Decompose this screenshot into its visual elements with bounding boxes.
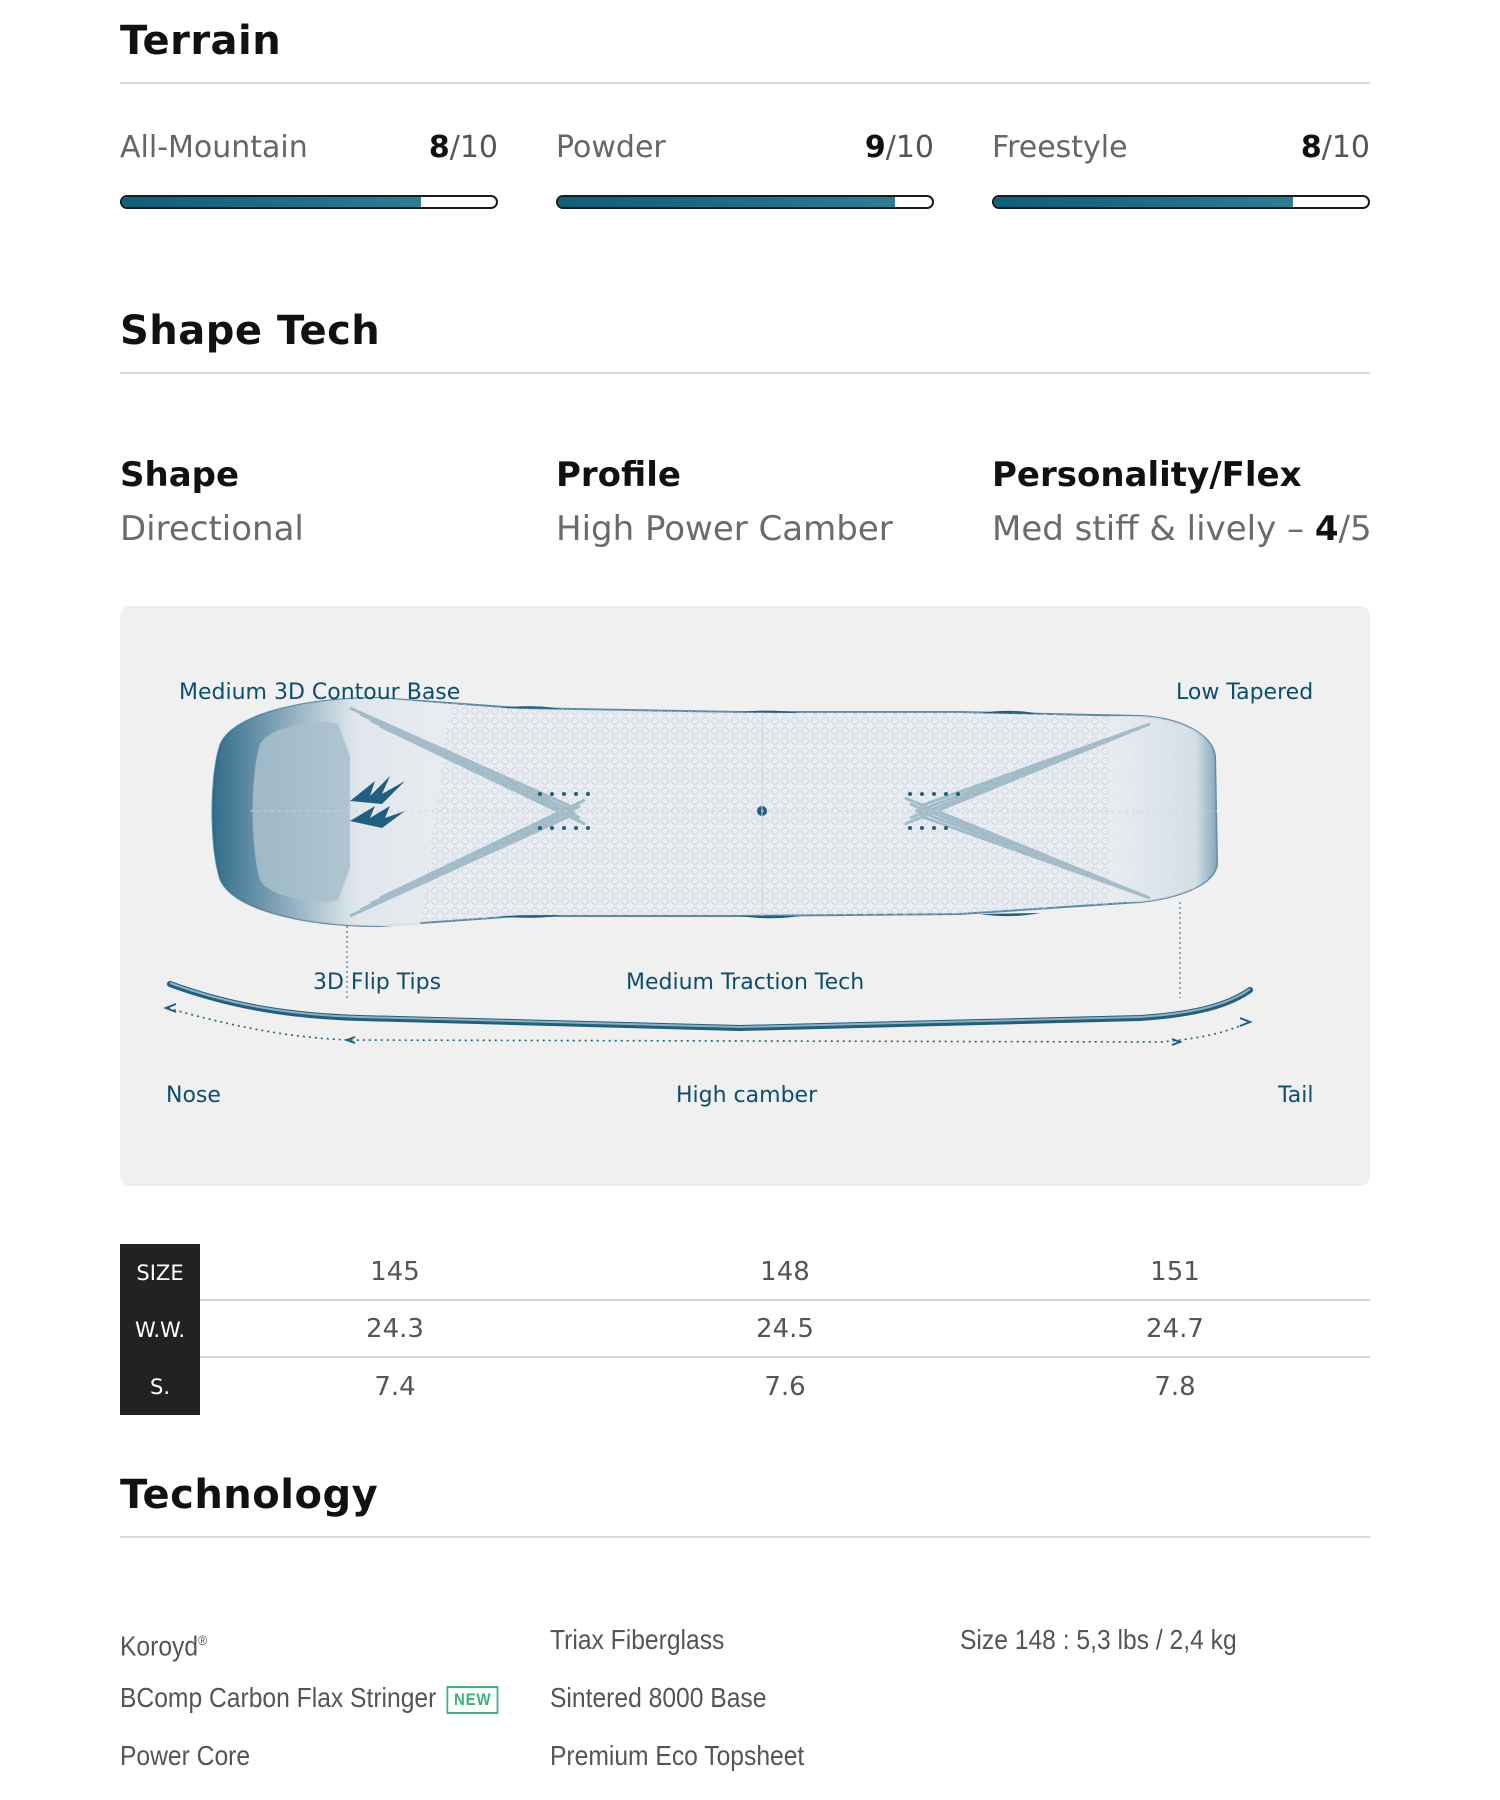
tech-item: BComp Carbon Flax Stringer NEW: [120, 1678, 499, 1736]
table-row: [120, 1301, 1370, 1358]
label-taper: Low Tapered: [1176, 680, 1314, 705]
tech-column: [120, 1620, 550, 1794]
terrain-label: All-Mountain: [120, 130, 308, 165]
divider: [120, 372, 1370, 374]
spec-heading: Personality/Flex: [992, 455, 1302, 495]
tech-item: Koroyd®: [120, 1630, 208, 1662]
table-cell: 24.5: [756, 1313, 814, 1344]
terrain-rating-all-mountain: [120, 130, 498, 209]
tech-item: Power Core: [120, 1740, 251, 1771]
spec-value: High Power Camber: [556, 509, 893, 549]
board-diagram: [120, 606, 1370, 1186]
table-cell: 24.3: [366, 1313, 424, 1344]
label-tail: Tail: [1278, 1083, 1314, 1108]
tech-item: Sintered 8000 Base: [550, 1682, 767, 1713]
spec-shape: [120, 455, 556, 549]
tech-column: [960, 1620, 1370, 1794]
terrain-label: Powder: [556, 130, 666, 165]
spec-value: Med stiff & lively – 4/5: [992, 509, 1372, 549]
table-cell: 24.7: [1146, 1313, 1204, 1344]
table-cell: 7.4: [374, 1371, 416, 1402]
nose-panel: [253, 722, 351, 902]
rating-bar-fill: [558, 197, 895, 207]
table-row: [120, 1244, 1370, 1301]
terrain-ratings: [120, 130, 1370, 209]
label-camber: High camber: [676, 1083, 818, 1108]
terrain-label: Freestyle: [992, 130, 1128, 165]
divider: [120, 82, 1370, 84]
rating-bar-fill: [122, 197, 421, 207]
rating-bar: [992, 195, 1370, 209]
new-badge: NEW: [447, 1686, 499, 1714]
tech-column: [550, 1620, 960, 1794]
row-header: W.W.: [120, 1301, 200, 1358]
spec-flex: [992, 455, 1370, 549]
table-cell: 151: [1150, 1256, 1200, 1287]
label-traction: Medium Traction Tech: [626, 970, 865, 995]
rating-bar-fill: [994, 197, 1293, 207]
table-row: [120, 1358, 1370, 1415]
table-cell: 145: [370, 1256, 420, 1287]
table-cell: 7.6: [764, 1371, 806, 1402]
spec-heading: Shape: [120, 455, 240, 495]
rating-bar: [556, 195, 934, 209]
label-flip-tips: 3D Flip Tips: [313, 970, 442, 995]
row-header: S.: [120, 1358, 200, 1415]
terrain-score: 8/10: [428, 130, 498, 165]
spec-value: Directional: [120, 509, 304, 549]
shape-specs: [120, 455, 1370, 549]
terrain-title: Terrain: [120, 18, 282, 64]
rating-bar: [120, 195, 498, 209]
technology-title: Technology: [120, 1472, 379, 1518]
terrain-rating-powder: [556, 130, 934, 209]
label-nose: Nose: [166, 1083, 221, 1108]
technology-list: [120, 1620, 1370, 1794]
terrain-score: 8/10: [1300, 130, 1370, 165]
row-header: SIZE: [120, 1244, 200, 1301]
divider: [120, 1536, 1370, 1538]
label-contour-base: Medium 3D Contour Base: [179, 680, 461, 705]
terrain-rating-freestyle: [992, 130, 1370, 209]
tech-item: Premium Eco Topsheet: [550, 1740, 805, 1771]
table-cell: 148: [760, 1256, 810, 1287]
size-table: [120, 1244, 1370, 1415]
tech-item: Size 148 : 5,3 lbs / 2,4 kg: [960, 1624, 1237, 1655]
terrain-score: 9/10: [864, 130, 934, 165]
spec-profile: [556, 455, 992, 549]
tech-item: Triax Fiberglass: [550, 1624, 725, 1655]
table-cell: 7.8: [1154, 1371, 1196, 1402]
spec-heading: Profile: [556, 455, 681, 495]
shape-tech-title: Shape Tech: [120, 308, 381, 354]
